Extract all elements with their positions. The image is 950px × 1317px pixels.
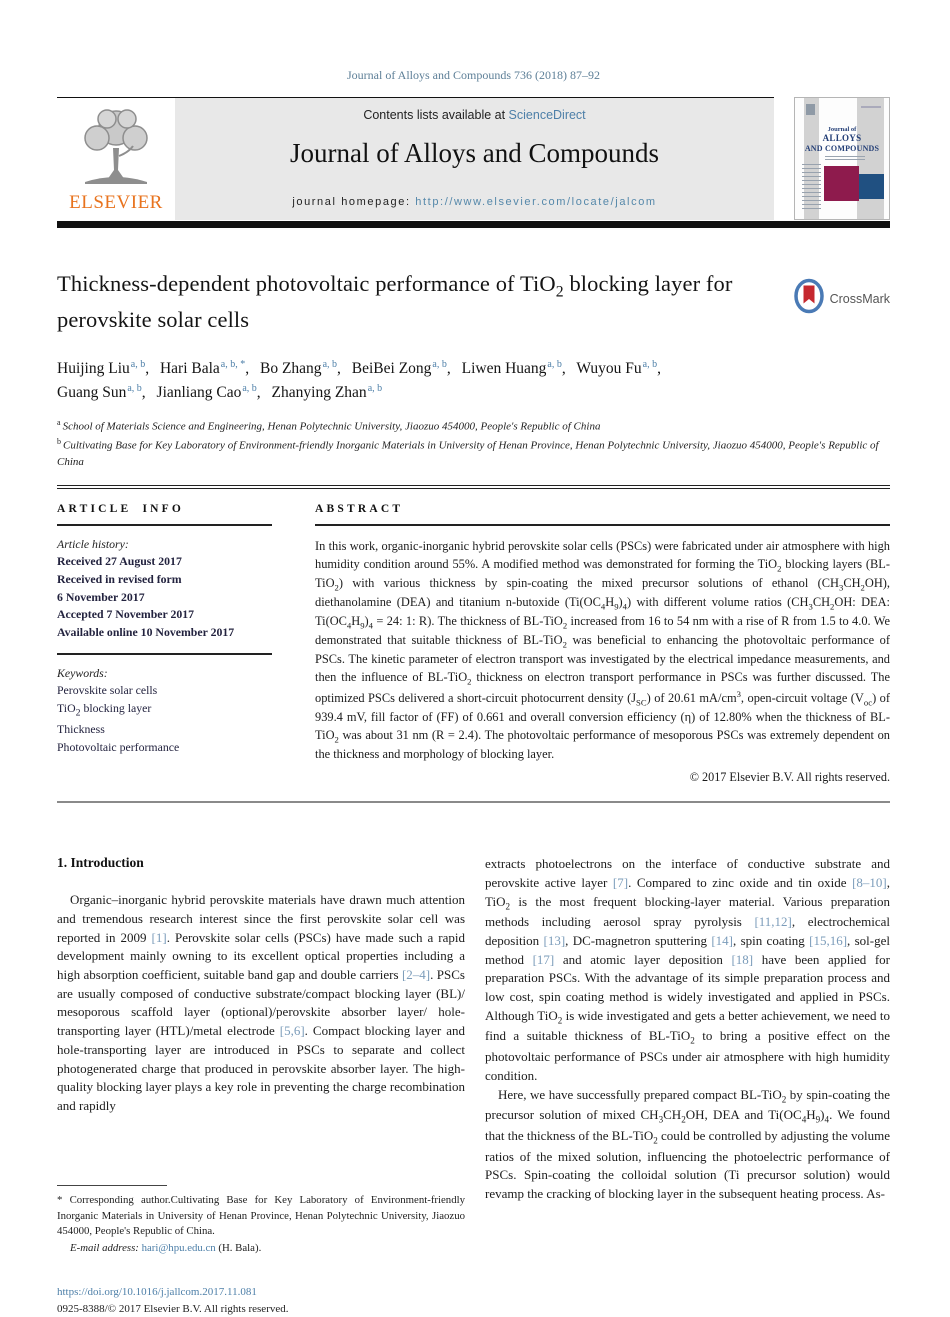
- affiliation-list: [57, 417, 890, 470]
- footnote-rule: [57, 1185, 167, 1186]
- author: [462, 360, 566, 377]
- author-name: Liwen Huang: [461, 360, 547, 378]
- intro-paragraph-left: Organic–inorganic hybrid perovskite materials have drawn much attention and tremendous research interest since the first perovskite solar cell was reported in 2009 [1]. Perovskite solar cells (PSCs) have made such a rapid development mainly owning to its excellent optical properties including a high absorption coefficient, suitable band gap and double carriers [2–4]. PSCs are usually composed of conductive substrate/compact blocking layer (BL)/ mesoporous scaffold layer (optional)/perovskite absorber layer/ hole-transporting layer (HTL)/metal electrode [5,6]. Compact blocking layer and hole-transporting layer are introduced in PSCs to separate and collect photogenerated charge that produced in perovskite absorber layer. The high-quality blocking layer plays a key role in preventing the charge recombination and rapidly: [57, 892, 466, 1113]
- contents-prefix: Contents lists available at: [363, 108, 509, 122]
- email-line: [57, 1242, 465, 1254]
- abstract-heading: ABSTRACT: [315, 502, 404, 515]
- body-left-column: [57, 855, 465, 1317]
- author-name: BeiBei Zong: [351, 360, 432, 378]
- history-line: Received 27 August 2017: [57, 554, 182, 569]
- corresponding-author-note: * Corresponding author.Cultivating Base for Key Laboratory of Environment-friendly Inorganic Materials in University of Henan Province, Henan Polytechnic University, Jiaozuo 454000, People's Republic of China.: [57, 1194, 465, 1238]
- intro-paragraph-right-2: Here, we have successfully prepared compact BL-TiO$_2$ by spin-coating the precursor solution of mixed $CH_3CH_2OH$, DEA and $Ti(OC_4H_9)_4$. We found that the thickness of the BL-TiO$_2$ could be controlled by adjusting the volume ratios of the mixed solution, influencing the photoelectric performance of PSCs. Spin-coating the colloidal solution (Ti precursor solution) would revamp the cracking of blocking layer in the subsequent heating process. As-: [485, 1086, 891, 1202]
- cover-subtitle-lines: [825, 156, 865, 162]
- email-link[interactable]: hari@hpu.edu.cn: [141, 1242, 216, 1255]
- elsevier-tree-icon: [73, 104, 159, 192]
- citation-ref[interactable]: [7]: [612, 874, 629, 890]
- author-name: Huijing Liu: [57, 360, 130, 378]
- issn-copyright-line: 0925-8388/© 2017 Elsevier B.V. All rights reserved.: [57, 1302, 289, 1315]
- author-affiliation-sup: a, b: [127, 383, 142, 395]
- citation-ref[interactable]: [8–10]: [852, 874, 887, 890]
- author-name: Jianliang Cao: [156, 384, 242, 402]
- keywords-label: Keywords:: [57, 665, 108, 680]
- masthead-banner: [57, 97, 774, 220]
- keywords-block: [57, 665, 272, 757]
- masthead-divider-bar: [57, 221, 890, 228]
- author-affiliation-sup: a, b: [432, 359, 447, 371]
- masthead-center: [175, 98, 774, 220]
- author-name: Wuyou Fu: [576, 360, 642, 378]
- crossmark-icon: [793, 278, 825, 319]
- rule: [57, 524, 272, 526]
- cover-publisher-mark: [806, 104, 815, 115]
- abstract-text: In this work, organic-inorganic hybrid perovskite solar cells (PSCs) were fabricated under air atmosphere with high humidity condition around 55%. A modified method was demonstrated for forming the TiO$_2$ blocking layers (BL-TiO$_2$) with various thickness by spin-coating the mixed precursor solutions of ethanol $(CH_3CH_2OH)$, diethanolamine (DEA) and titanium n-butoxide $(Ti(OC_4H_9)_4)$ with different volume ratios ($CH_3CH_2OH$: DEA: $Ti(OC_4H_9)_4 = 24$: 1: R). The thickness of BL-TiO$_2$ increased from 16 to 54 nm with a rise of R from 1.5 to 4.0. We demonstrated that suitable thickness of BL-TiO$_2$ was beneficial to enhancing the photovoltaic performance of PSCs. The kinetic parameter of electron transport was investigated by the electrical impedance measurements, and then the influence of BL-TiO$_2$ thickness on electron transport performance in PSCs was further discussed. The optimized PSCs delivered a short-circuit photocurrent density $(J_{SC})$ of 20.61 $mA/cm^3$, open-circuit voltage $(V_{oc})$ of 939.4 mV, fill factor of (FF) of 0.661 and overall conversion efficiency (η) of 12.80% when the thickness of BL-TiO$_2$ was about 31 nm (R = 2.4). The photovoltaic performance of mesoporous PSCs was extremely dependent on the thickness and morphology of blocking layer.: [315, 538, 890, 762]
- cover-blue-square: [859, 174, 884, 199]
- author-name: Bo Zhang: [260, 360, 322, 378]
- author: [57, 384, 146, 401]
- author: [160, 360, 249, 377]
- doi-link[interactable]: https://doi.org/10.1016/j.jallcom.2017.11.081: [57, 1286, 257, 1299]
- keyword: Photovoltaic performance: [57, 739, 180, 754]
- citation-ref[interactable]: [13]: [543, 932, 566, 948]
- cover-title-line2: ALLOYS: [822, 133, 862, 144]
- author-affiliation-sup: a, b: [547, 359, 562, 371]
- citation-ref[interactable]: [2–4]: [401, 966, 431, 982]
- keyword: Thickness: [57, 722, 105, 737]
- cover-maroon-square: [824, 166, 859, 201]
- copyright-line: © 2017 Elsevier B.V. All rights reserved.: [689, 770, 890, 785]
- author: [352, 360, 451, 377]
- abstract-bottom-rule: [57, 801, 890, 803]
- history-line: Received in revised form: [57, 571, 182, 586]
- citation-ref[interactable]: [17]: [532, 951, 555, 967]
- keyword: Perovskite solar cells: [57, 683, 158, 698]
- citation-ref[interactable]: [11,12]: [754, 914, 792, 930]
- author-affiliation-sup: a, b: [642, 359, 658, 371]
- doi-block: [57, 1284, 465, 1317]
- affiliation-text: School of Materials Science and Engineering, Henan Polytechnic University, Jiaozuo 454000, People's Republic of China: [62, 421, 601, 434]
- keywords-list: [57, 682, 272, 756]
- body-right-column: [485, 855, 890, 1317]
- author-affiliation-sup: a, b: [242, 383, 257, 395]
- journal-citation: Journal of Alloys and Compounds 736 (2018) 87–92: [347, 68, 600, 82]
- article-info-heading: ARTICLE INFO: [57, 502, 185, 515]
- author: [57, 360, 149, 377]
- affiliation-sup: b: [57, 436, 61, 446]
- section-double-rule: [57, 485, 890, 489]
- affiliation: [57, 436, 890, 471]
- article-title: Thickness-dependent photovoltaic performance of TiO$_2$ blocking layer for perovskite solar cells: [57, 271, 733, 332]
- author-affiliation-sup: a, b: [367, 383, 383, 395]
- history-line: Accepted 7 November 2017: [57, 607, 195, 622]
- author: [157, 384, 261, 401]
- citation-ref[interactable]: [15,16]: [809, 932, 848, 948]
- info-abstract-section: [57, 503, 890, 786]
- homepage-label: journal homepage:: [292, 196, 416, 208]
- article-history: [57, 536, 272, 642]
- crossmark-badge[interactable]: [793, 278, 890, 319]
- masthead: [57, 97, 890, 220]
- cover-text-lines: [802, 164, 821, 210]
- cover-title-line3: AND COMPOUNDS: [804, 143, 880, 153]
- affiliation-sup: a: [57, 418, 61, 428]
- author: [272, 384, 383, 401]
- author: [576, 360, 661, 377]
- elsevier-logo[interactable]: [57, 98, 175, 220]
- cover-title: [795, 126, 889, 153]
- sciencedirect-link[interactable]: ScienceDirect: [508, 108, 586, 122]
- author-name: Hari Bala: [159, 360, 220, 378]
- intro-heading: 1. Introduction: [57, 855, 144, 871]
- citation-ref[interactable]: [18]: [731, 951, 754, 967]
- citation-ref[interactable]: [14]: [711, 932, 733, 948]
- history-line: Available online 10 November 2017: [57, 624, 235, 639]
- author-name: Guang Sun: [57, 384, 127, 402]
- title-row: [57, 268, 890, 335]
- keyword: TiO$_2$ blocking layer: [57, 701, 152, 719]
- rule: [315, 524, 890, 526]
- journal-cover-thumbnail[interactable]: [794, 97, 890, 220]
- article-history-label: Article history:: [57, 536, 129, 551]
- affiliation: [57, 417, 890, 436]
- rule: [57, 653, 272, 655]
- author-affiliation-sup: a, b: [322, 359, 338, 371]
- homepage-url-link[interactable]: http://www.elsevier.com/locate/jalcom: [415, 196, 657, 208]
- citation-ref[interactable]: [1]: [151, 929, 167, 945]
- body-columns: [57, 855, 890, 1317]
- article-info-column: [57, 503, 272, 786]
- author: [260, 360, 341, 377]
- homepage-line: [292, 196, 656, 208]
- intro-paragraph-right-1: extracts photoelectrons on the interface of conductive substrate and perovskite active layer [7]. Compared to zinc oxide and tin oxide [8–10], TiO$_2$ is the most frequent blocking-layer material. Various preparation methods including aerosol spray pyrolysis [11,12], electrochemical deposition [13], DC-magnetron sputtering [14], spin coating [15,16], sol-gel method [17] and atomic layer deposition [18] have been applied for preparation PSCs. With the advantage of its simple preparation process and low cost, spin coating method is widely investigated and applied in PSCs. Although TiO$_2$ is wide investigated and gets a better achievement, we need to find a suitable thickness of BL-TiO$_2$ to bring a positive effect on the photovoltaic performance of PSCs under air atmosphere with high humidity condition.: [485, 856, 891, 1083]
- article-history-lines: [57, 553, 272, 641]
- contents-line: [363, 108, 585, 122]
- journal-title: Journal of Alloys and Compounds: [290, 138, 659, 168]
- email-suffix: (H. Bala).: [218, 1242, 262, 1255]
- affiliation-text: Cultivating Base for Key Laboratory of Environment-friendly Inorganic Materials in University of Henan Province, Henan Polytechnic University, Jiaozuo 454000, People's Republic of China: [57, 439, 879, 468]
- citation-ref[interactable]: [5,6]: [279, 1023, 305, 1039]
- elsevier-wordmark: ELSEVIER: [69, 192, 163, 213]
- author-affiliation-sup: a, b, *: [220, 359, 246, 371]
- history-line: 6 November 2017: [57, 589, 145, 604]
- email-label: E-mail address:: [70, 1242, 139, 1255]
- crossmark-label: CrossMark: [829, 291, 890, 306]
- cover-topline: [861, 106, 881, 108]
- footnote-block: [57, 1185, 465, 1317]
- author-list: [57, 357, 757, 405]
- author-name: Zhanying Zhan: [271, 384, 367, 402]
- author-affiliation-sup: a, b: [130, 359, 146, 371]
- abstract-column: [315, 503, 890, 786]
- cover-title-line1: Journal of: [827, 126, 857, 133]
